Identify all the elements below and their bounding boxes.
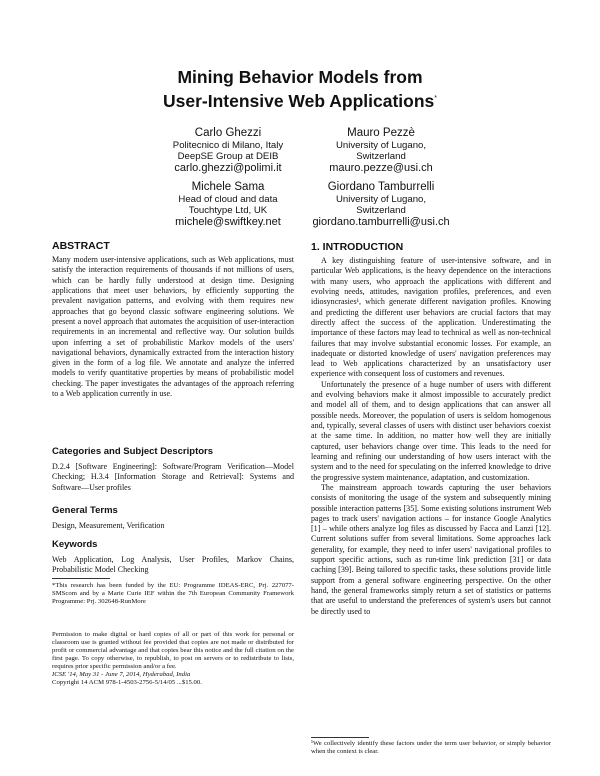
author-affiliation: Touchtype Ltd, UK [188,205,268,216]
funding-note-text: *This research has been funded by the EU: Programme IDEAS-ERC, Prj. 227077-SMScom and by a Marie Curie IEF within the 7th European Community Framework Programme: Prj. 302648-RunMore [52,582,294,606]
abstract-text: Many modern user-intensive applications, such as Web applications, must satisfy the interaction requirements of thousands if not millions of users, which can be hardly fully understood at design time. Designing applications that meet user behaviors, by efficiently supporting the prevalent navigation patterns, and evolving with them requires new approaches that go beyond classic software engineering solutions. We present a novel approach that automates the acquisition of user-interaction requirements in an incremental and reflective way. Our solution builds upon inferring a set of probabilistic Markov models of the users' navigational behaviors, dynamically extracted from the interaction history given in the form of a log file. We annotate and analyze the inferred models to verify quantitative properties by means of probabilistic model checking. The paper investigates the advantages of the approach referring to a Web application currently in use. [52,255,294,399]
author-4 [281,180,481,229]
author-name: Mauro Pezzè [347,127,415,139]
keywords-section [52,539,294,576]
keywords-text: Web Application, Log Analysis, User Profiles, Markov Chains, Probabilistic Model Checking [52,555,294,575]
author-affiliation: Switzerland [356,205,406,216]
author-affiliation: University of Lugano, [335,140,427,151]
keywords-heading: Keywords [52,539,98,550]
introduction-paragraph-1: A key distinguishing feature of user-intensive software, and in particular Web applications, is the heavy dependence on the interactions with many users, who approach the applications with different and evolving needs, attitudes, navigation profiles, preferences, and even idiosyncrasies¹, which generate different navigation profiles. Knowing and predicting the different user behaviors are crucial factors that may directly affect the success of the application. Underestimating the importance of these factors may lead to technical as well as non-technical failures that may involve substantial economic losses. For example, an inadequate or distorted knowledge of users' navigation preferences may lead to Web applications characterized by an unsatisfactory user experience with consequent loss of customers and revenues. [311,256,551,379]
general-terms-heading: General Terms [52,505,118,516]
venue-text: ICSE '14, May 31 - June 7, 2014, Hyderabad, India [52,671,191,679]
introduction-paragraph-2: Unfortunately the presence of a huge number of users with different and evolving behaviors make it almost impossible to accurately predict and model all of them, and to design applications that can answer all possible needs. Moreover, the population of users is seldom homogenous and, typically, several classes of users with distinct user behaviors coexist at the same time. In addition, no matter how well they are initially captured, user behaviors change over time. This leads to the need for learning and refining our understanding of how users interact with the system and to the need for speculating on the inferred knowledge to drive the progressive system maintenance, adaptation, and customization. [311,379,551,482]
author-2 [281,126,481,175]
author-email: carlo.ghezzi@polimi.it [174,162,282,174]
author-email: michele@swiftkey.net [175,216,281,228]
introduction-paragraph-3: The mainstream approach towards capturing the user behaviors consists of monitoring the usage of the system and subsequently mining possible interaction patterns [35]. Some existing solutions instrument Web pages to track users' navigation actions – for instance Google Analytics [1] – while others analyze log files as discussed by Facca and Lanzi [12]. Current solutions suffer from several limitations. Some approaches lack generality, for example, they need to infer users' navigational profiles to support specific actions, such as run-time link prediction [31] or data caching [39]. Being tailored to specific tasks, these solutions provide little support from a general software engineering perspective. On the other hand, the general frameworks simply return a set of statistics or patterns that are useful to understand the preferences of system's users but cannot be directly used to [311,482,551,616]
author-email: mauro.pezze@usi.ch [329,162,433,174]
author-affiliation: Politecnico di Milano, Italy [172,140,284,151]
funding-footnote [52,582,294,606]
abstract-heading: ABSTRACT [52,240,110,252]
intro-footnote [311,740,551,756]
title-footnote-mark: * [434,95,438,102]
intro-footnote-divider [311,737,369,738]
abstract-section [52,240,294,399]
general-terms-text: Design, Measurement, Verification [52,521,165,530]
author-name: Giordano Tamburrelli [327,181,435,193]
introduction-section [311,241,551,617]
author-affiliation: DeepSE Group at DEIB [177,151,279,162]
copyright-text: Copyright 14 ACM 978-1-4503-2756-5/14/05 ...$15.00. [52,679,202,687]
intro-footnote-text: ¹We collectively identify these factors under the term user behavior, or simply behavior when the context is clear. [311,740,551,756]
footnote-divider [52,578,110,579]
general-terms-section [52,505,294,531]
title-line-2: User-Intensive Web Applications [162,90,435,111]
author-email: giordano.tamburrelli@usi.ch [312,216,450,228]
title-line-1: Mining Behavior Models from [177,67,423,87]
categories-section [52,446,294,493]
author-name: Carlo Ghezzi [194,127,262,139]
paper-title [80,66,520,112]
author-affiliation: University of Lugano, [335,194,427,205]
author-affiliation: Switzerland [356,151,406,162]
categories-heading: Categories and Subject Descriptors [52,446,214,457]
introduction-heading: 1. INTRODUCTION [311,241,404,253]
permission-text: Permission to make digital or hard copies of all or part of this work for personal or classroom use is granted without fee provided that copies are not made or distributed for profit or commercial advantage and that copies bear this notice and the full citation on the first page. To copy otherwise, to republish, to post on servers or to redistribute to lists, requires prior specific permission and/or a fee. [52,631,294,671]
author-name: Michele Sama [191,181,265,193]
author-affiliation: Head of cloud and data [178,194,278,205]
permission-block [52,631,294,687]
categories-text: D.2.4 [Software Engineering]: Software/Program Verification—Model Checking; H.3.4 [Information Storage and Retrieval]: Systems and Software—User profiles [52,462,294,492]
